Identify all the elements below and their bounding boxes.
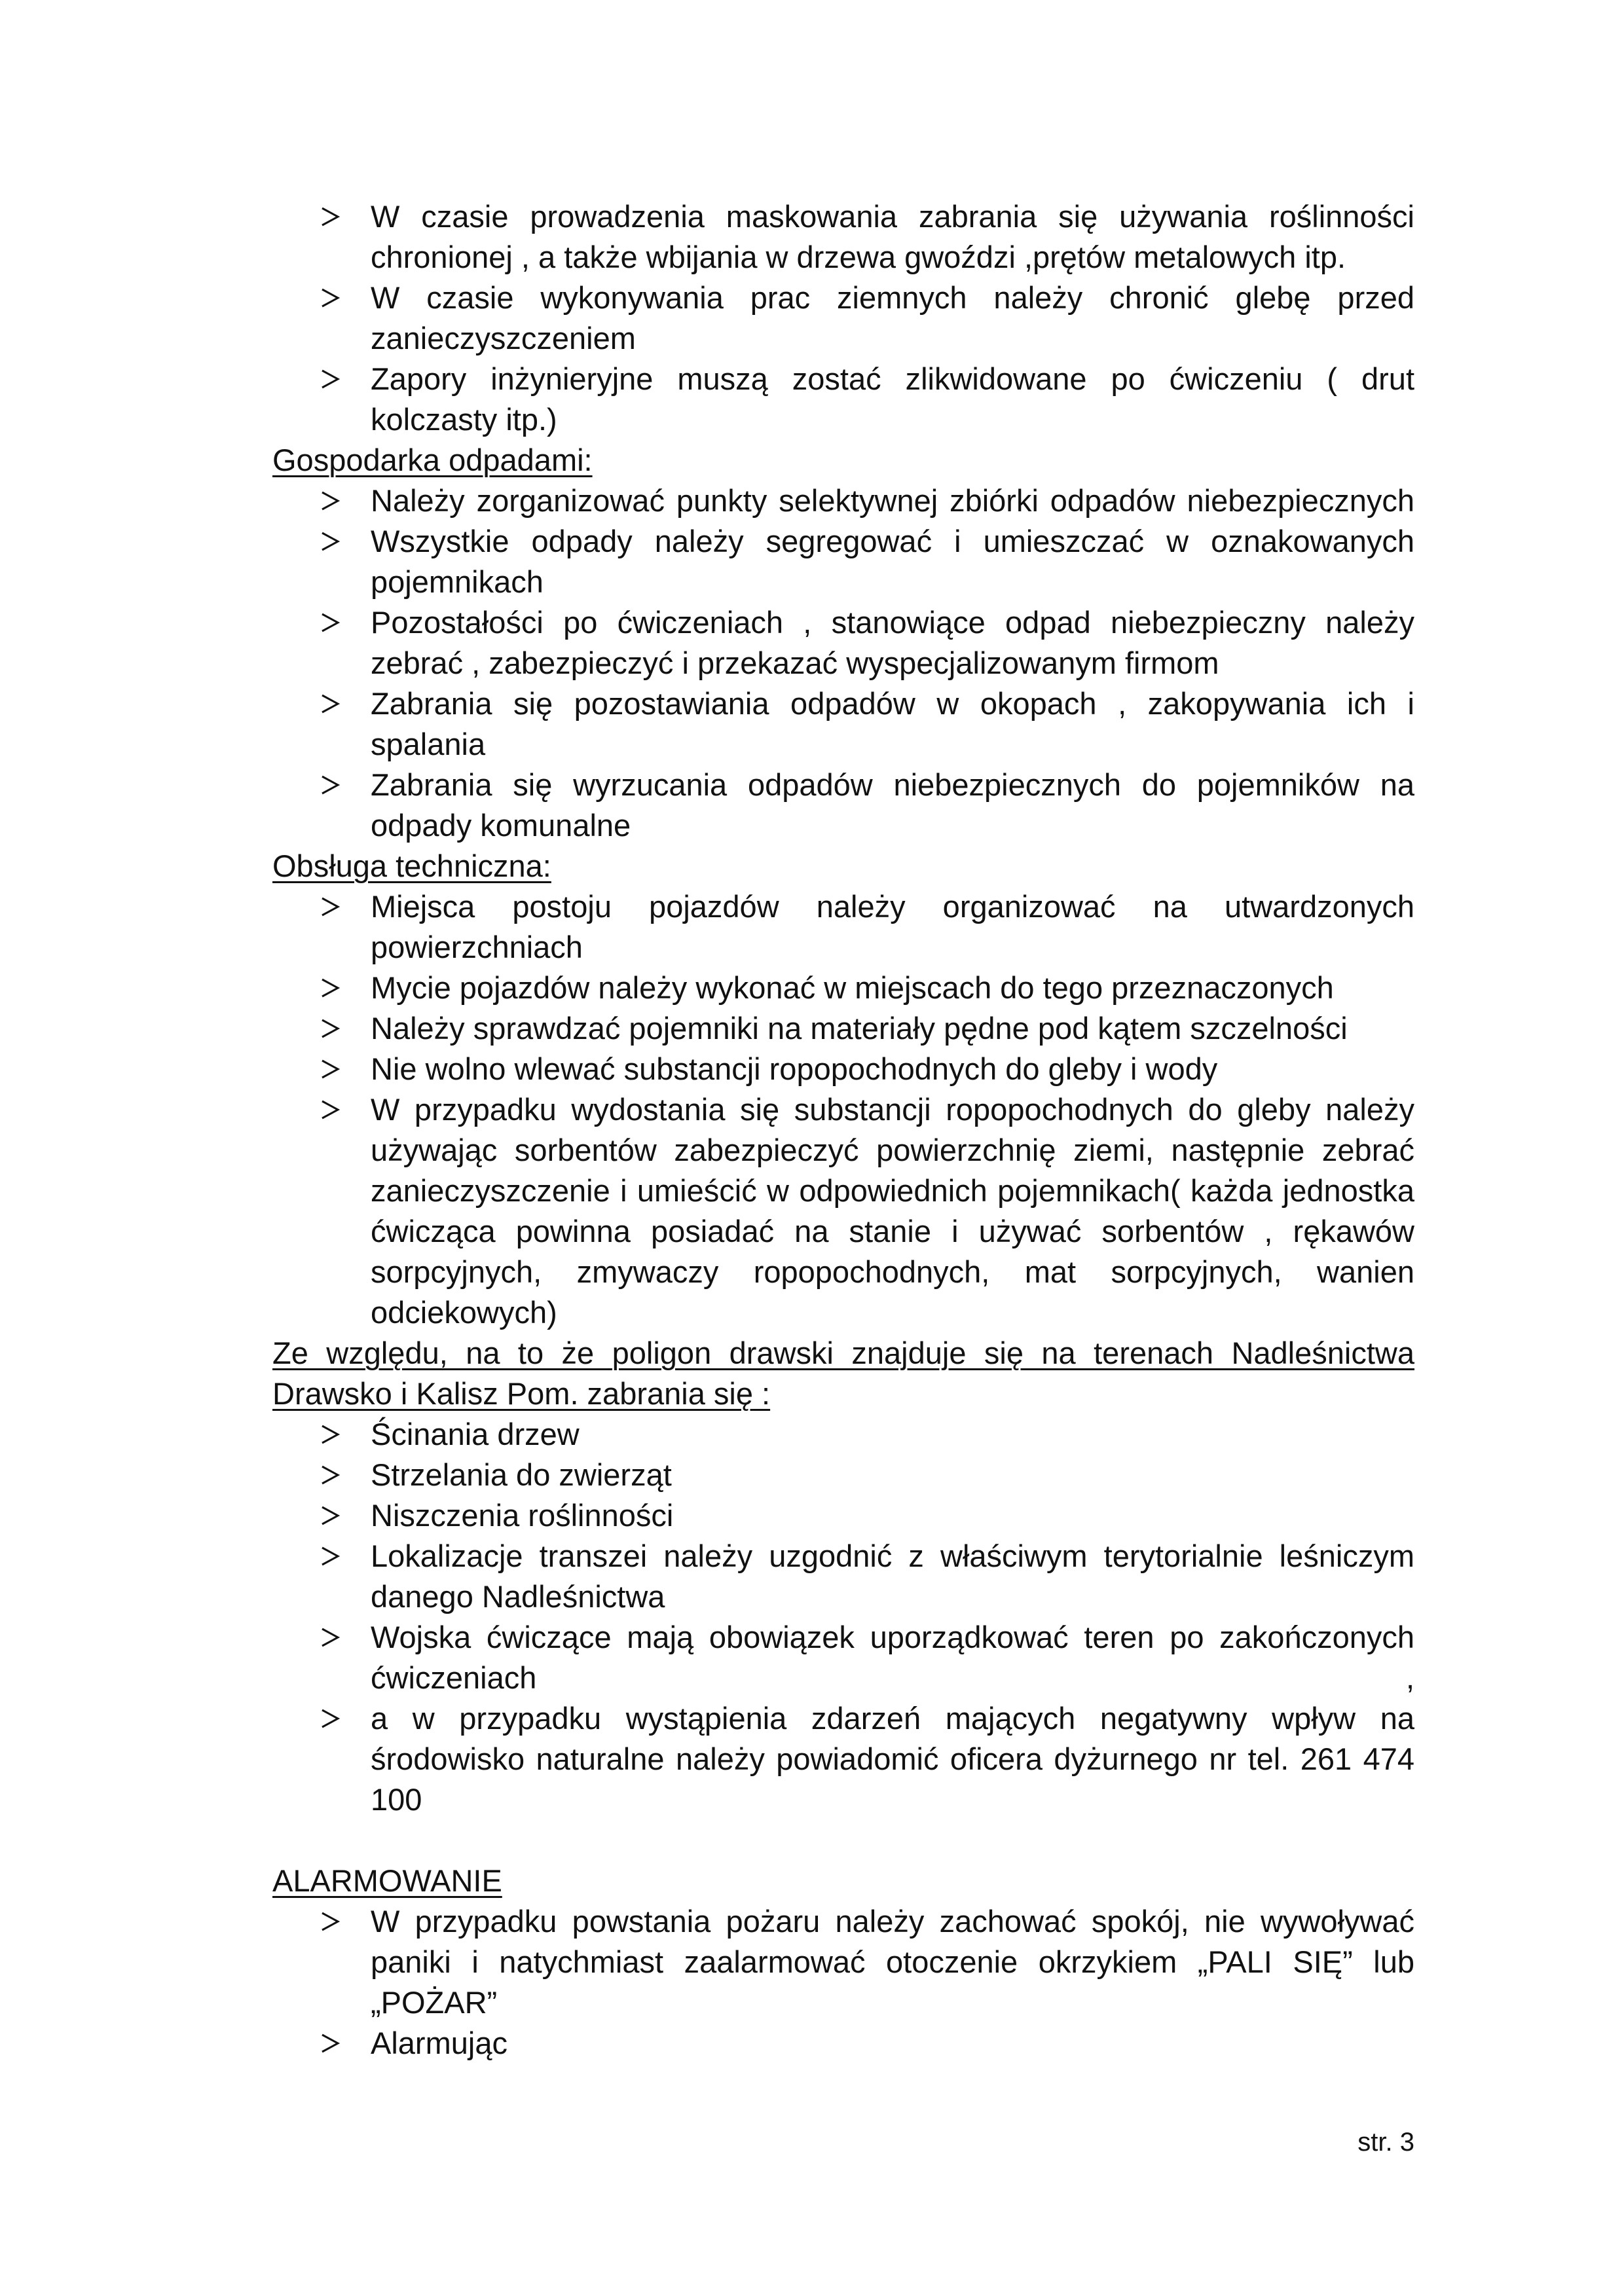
list-item: Niszczenia roślinności	[371, 1495, 1414, 1536]
list-item: Zabrania się pozostawiania odpadów w okopach , zakopywania ich i spalania	[371, 683, 1414, 765]
heading-alarmowanie: ALARMOWANIE	[272, 1863, 502, 1898]
list-item: Zabrania się wyrzucania odpadów niebezpiecznych do pojemników na odpady komunalne	[371, 765, 1414, 846]
arrow-bullet-icon	[317, 1495, 343, 1536]
list-item: a w przypadku wystąpienia zdarzeń mających negatywny wpływ na środowisko naturalne należy powiadomić oficera dyżurnego nr tel. 261 474 100	[371, 1698, 1414, 1820]
arrow-bullet-icon	[317, 1049, 343, 1089]
list-item: Miejsca postoju pojazdów należy organizować na utwardzonych powierzchniach	[371, 886, 1414, 968]
heading-nadlesnictwo: Ze względu, na to że poligon drawski znajduje się na terenach Nadleśnictwa Drawsko i Kalisz Pom. zabrania się :	[272, 1336, 1414, 1411]
list-item: Mycie pojazdów należy wykonać w miejscach do tego przeznaczonych	[371, 968, 1414, 1008]
arrow-bullet-icon	[317, 968, 343, 1008]
document-page	[272, 196, 1414, 2064]
bullet-list-zakazy	[272, 1414, 1414, 1820]
arrow-bullet-icon	[317, 1414, 343, 1455]
list-item: Wszystkie odpady należy segregować i umieszczać w oznakowanych pojemnikach	[371, 521, 1414, 602]
list-item: Ścinania drzew	[371, 1414, 1414, 1455]
list-item: W przypadku wydostania się substancji ropopochodnych do gleby należy używając sorbentów zabezpieczyć powierzchnię ziemi, następnie zebrać zanieczyszczenie i umieścić w odpowiednich pojemnikach( każda jednostka ćwicząca powinna posiadać na stanie i używać sorbentów , rękawów sorpcyjnych, zmywaczy ropopochodnych, mat sorpcyjnych, wanien odciekowych)	[371, 1089, 1414, 1333]
heading-gospodarka-odpadami: Gospodarka odpadami:	[272, 443, 593, 477]
arrow-bullet-icon	[317, 1901, 343, 1942]
arrow-bullet-icon	[317, 765, 343, 805]
bullet-list-odpady	[272, 481, 1414, 846]
list-item: Alarmując	[371, 2023, 1414, 2064]
arrow-bullet-icon	[317, 359, 343, 399]
arrow-bullet-icon	[317, 481, 343, 521]
arrow-bullet-icon	[317, 1536, 343, 1576]
arrow-bullet-icon	[317, 196, 343, 237]
bullet-list-alarmowanie	[272, 1901, 1414, 2064]
arrow-bullet-icon	[317, 278, 343, 318]
list-item: Lokalizacje transzei należy uzgodnić z właściwym terytorialnie leśniczym danego Nadleśnictwa	[371, 1536, 1414, 1617]
list-item: Zapory inżynieryjne muszą zostać zlikwidowane po ćwiczeniu ( drut kolczasty itp.)	[371, 359, 1414, 440]
list-item: W czasie prowadzenia maskowania zabrania się używania roślinności chronionej , a także wbijania w drzewa gwoździ ,prętów metalowych itp.	[371, 196, 1414, 278]
arrow-bullet-icon	[317, 1698, 343, 1739]
list-item: Strzelania do zwierząt	[371, 1455, 1414, 1495]
page-number: str. 3	[1357, 2128, 1414, 2157]
arrow-bullet-icon	[317, 1008, 343, 1049]
list-item: Wojska ćwiczące mają obowiązek uporządkować teren po zakończonych ćwiczeniach ,	[371, 1617, 1414, 1698]
list-item: Nie wolno wlewać substancji ropopochodnych do gleby i wody	[371, 1049, 1414, 1089]
list-item: Należy zorganizować punkty selektywnej zbiórki odpadów niebezpiecznych	[371, 481, 1414, 521]
arrow-bullet-icon	[317, 1089, 343, 1130]
bullet-list-obsluga	[272, 886, 1414, 1333]
list-item: Należy sprawdzać pojemniki na materiały pędne pod kątem szczelności	[371, 1008, 1414, 1049]
arrow-bullet-icon	[317, 683, 343, 724]
bullet-list-maskowanie	[272, 196, 1414, 440]
arrow-bullet-icon	[317, 521, 343, 562]
list-item: Pozostałości po ćwiczeniach , stanowiące odpad niebezpieczny należy zebrać , zabezpieczyć i przekazać wyspecjalizowanym firmom	[371, 602, 1414, 683]
arrow-bullet-icon	[317, 2023, 343, 2064]
heading-obsluga-techniczna: Obsługa techniczna:	[272, 848, 551, 883]
list-item: W przypadku powstania pożaru należy zachować spokój, nie wywoływać paniki i natychmiast zaalarmować otoczenie okrzykiem „PALI SIĘ” lub „POŻAR”	[371, 1901, 1414, 2023]
arrow-bullet-icon	[317, 602, 343, 643]
arrow-bullet-icon	[317, 886, 343, 927]
arrow-bullet-icon	[317, 1617, 343, 1658]
arrow-bullet-icon	[317, 1455, 343, 1495]
list-item: W czasie wykonywania prac ziemnych należy chronić glebę przed zanieczyszczeniem	[371, 278, 1414, 359]
